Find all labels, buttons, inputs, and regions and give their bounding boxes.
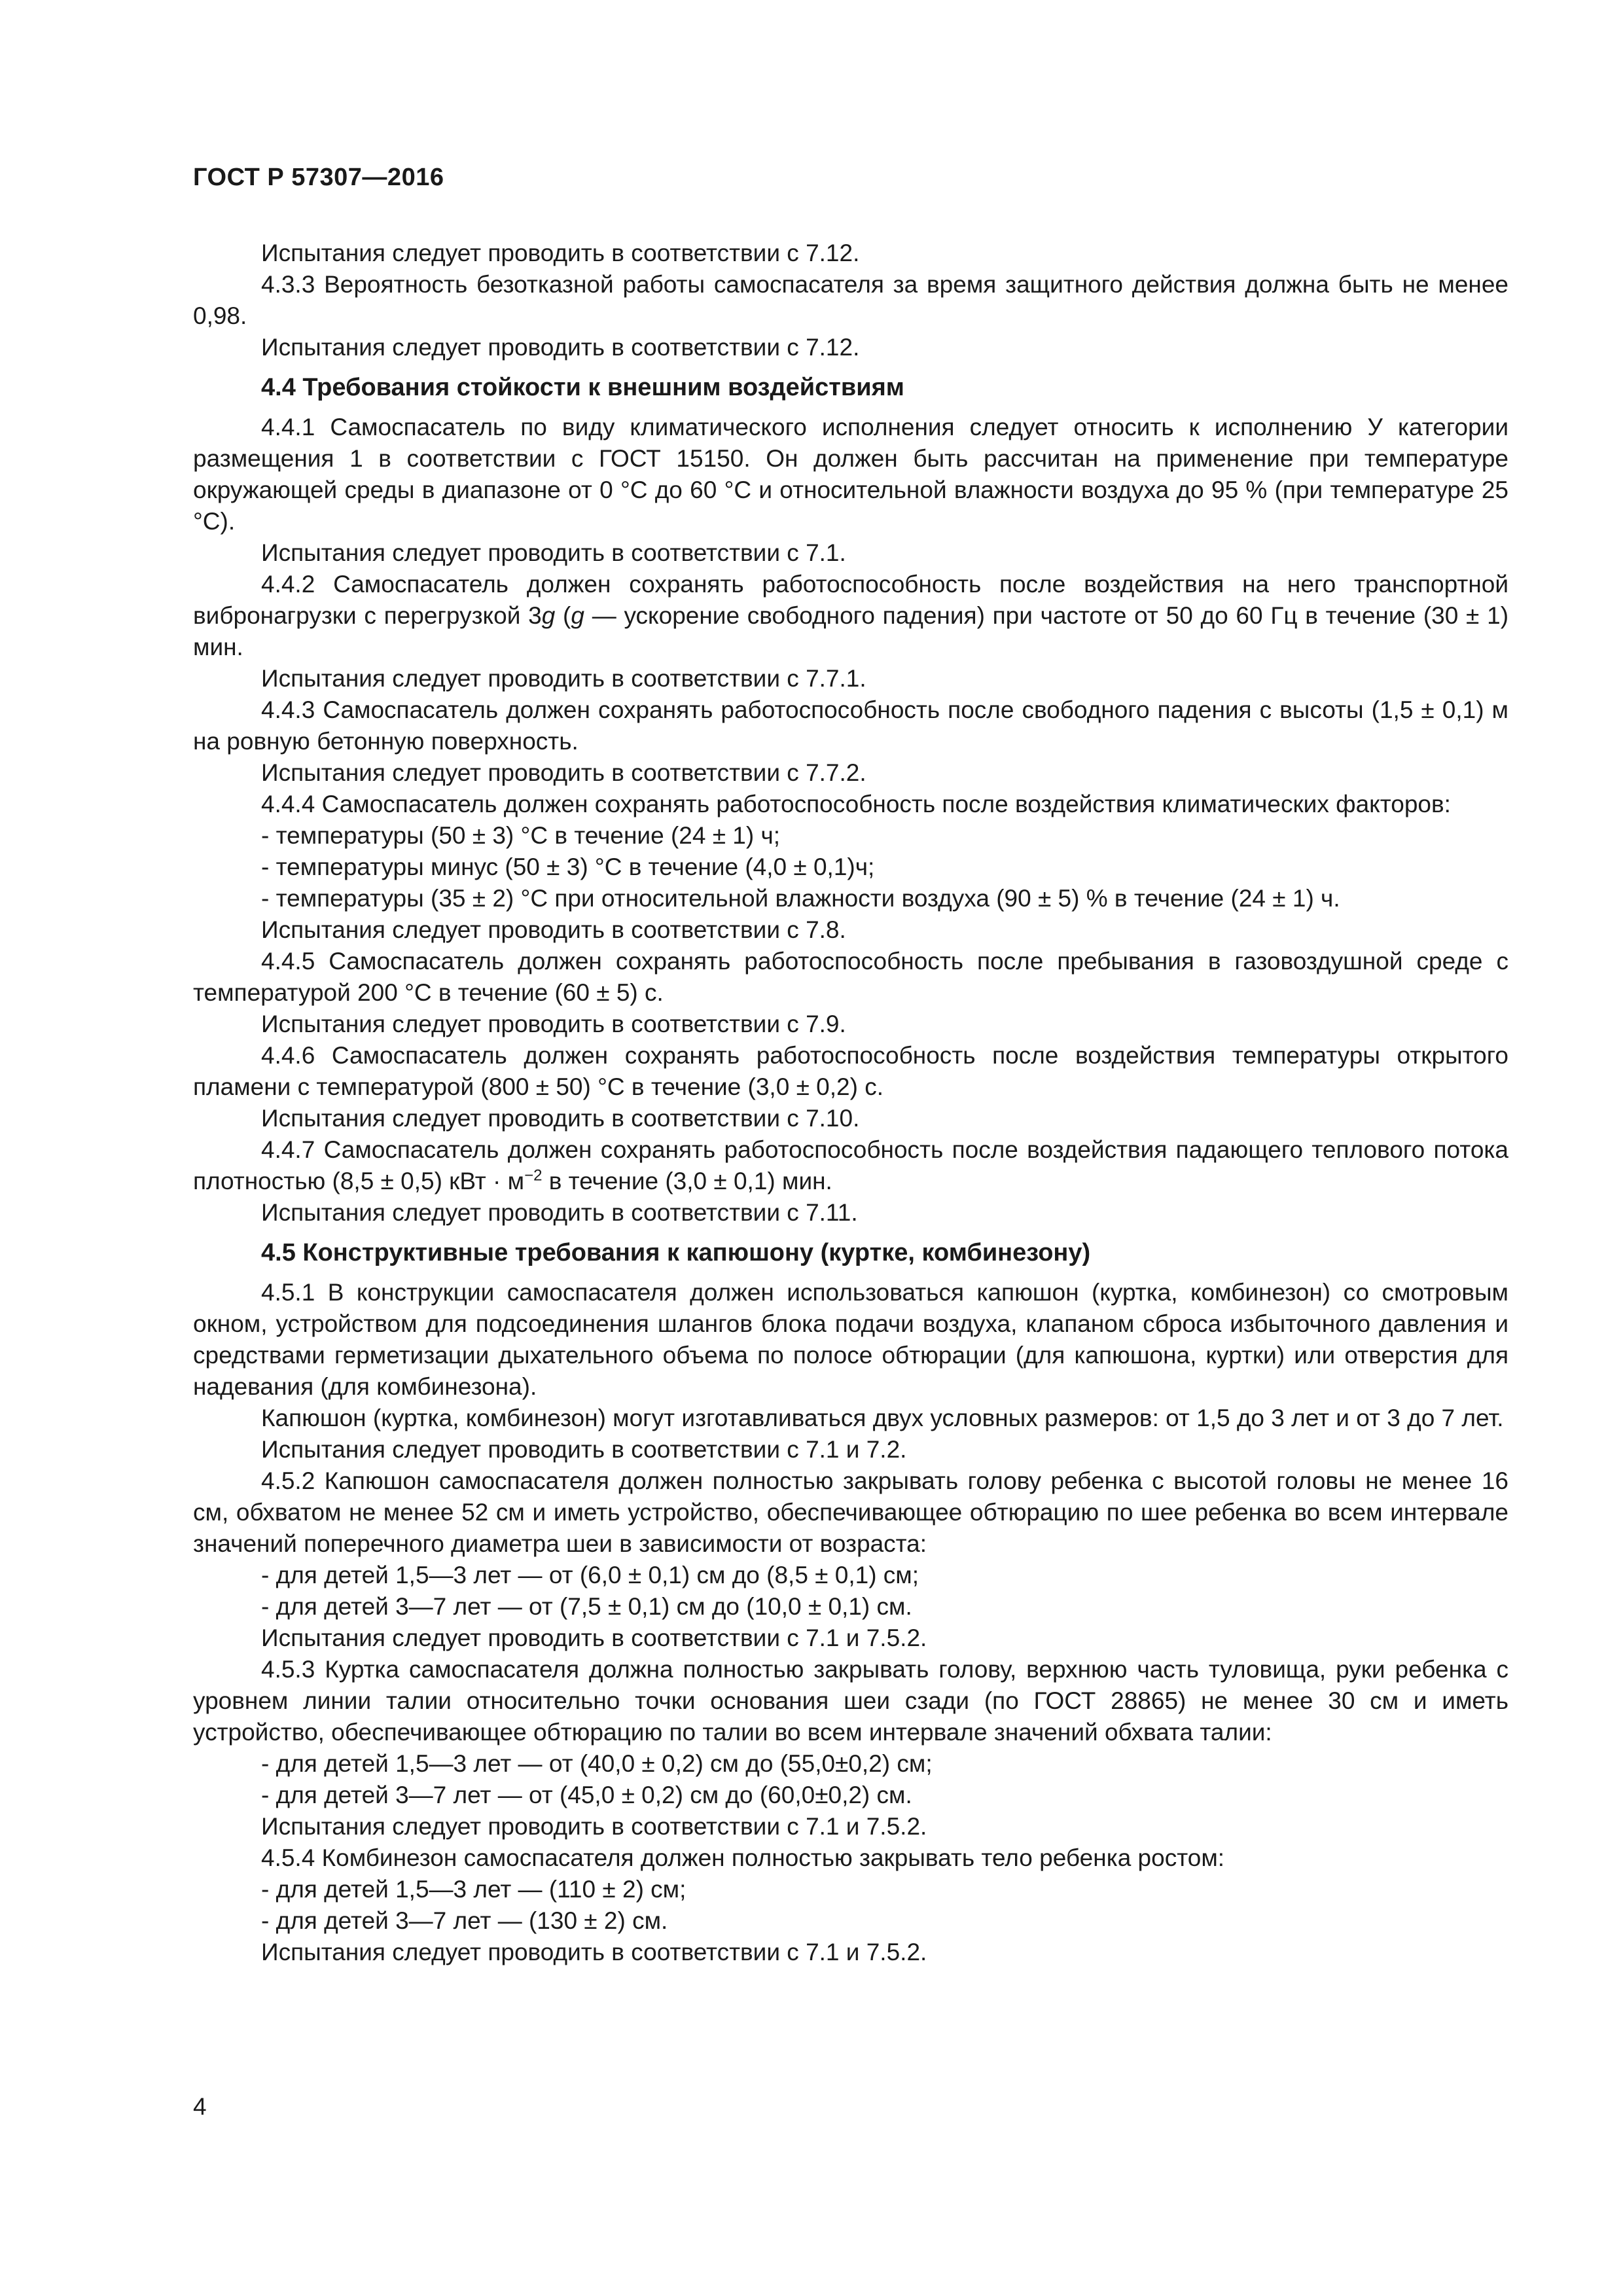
paragraph: Испытания следует проводить в соответствии с 7.1 и 7.5.2. (261, 1624, 927, 1651)
paragraph: Испытания следует проводить в соответствии с 7.11. (261, 1199, 858, 1226)
paragraph: 4.5.1 В конструкции самоспасателя должен использоваться капюшон (куртка, комбинезон) со смотровым окном, устройством для подсоединения шлангов блока подачи воздуха, клапаном сброса избыточного давления и средствами герметизации дыхательного объема по полосе обтюрации (для капюшона, куртки) или отверстия для надевания (для комбинезона). (193, 1279, 1508, 1400)
list-item: - для детей 3—7 лет — (130 ± 2) см. (261, 1907, 668, 1934)
list-item: - для детей 1,5—3 лет — (110 ± 2) см; (261, 1876, 687, 1903)
paragraph: 4.4.5 Самоспасатель должен сохранять работоспособность после пребывания в газовоздушной среде с температурой 200 °С в течение (60 ± 5) с. (193, 948, 1508, 1006)
paragraph: Испытания следует проводить в соответствии с 7.9. (261, 1011, 846, 1037)
list-item: - температуры (50 ± 3) °С в течение (24 ± 1) ч; (261, 822, 781, 849)
list-item: - температуры минус (50 ± 3) °С в течение (4,0 ± 0,1)ч; (261, 853, 875, 880)
paragraph: Капюшон (куртка, комбинезон) могут изготавливаться двух условных размеров: от 1,5 до 3 лет и от 3 до 7 лет. (261, 1405, 1504, 1431)
document-page (193, 164, 1508, 1968)
paragraph: Испытания следует проводить в соответствии с 7.10. (261, 1105, 860, 1132)
paragraph: Испытания следует проводить в соответствии с 7.8. (261, 916, 846, 943)
document-header: ГОСТ Р 57307—2016 (193, 164, 444, 191)
paragraph: 4.5.4 Комбинезон самоспасателя должен полностью закрывать тело ребенка ростом: (261, 1844, 1225, 1871)
list-item: - для детей 1,5—3 лет — от (6,0 ± 0,1) см до (8,5 ± 0,1) см; (261, 1562, 919, 1588)
paragraph: Испытания следует проводить в соответствии с 7.12. (261, 334, 860, 361)
page-number: 4 (193, 2093, 207, 2120)
paragraph: Испытания следует проводить в соответствии с 7.1. (261, 539, 846, 566)
paragraph: Испытания следует проводить в соответствии с 7.1 и 7.2. (261, 1436, 907, 1463)
paragraph: 4.4.4 Самоспасатель должен сохранять работоспособность после воздействия климатических факторов: (261, 791, 1451, 817)
paragraph: Испытания следует проводить в соответствии с 7.7.2. (261, 759, 866, 786)
paragraph: 4.4.7 Самоспасатель должен сохранять работоспособность после воздействия падающего теплового потока плотностью (8,5 ± 0,5) кВт · $м^{-2}$ в течение (3,0 ± 0,1) мин. (193, 1136, 1508, 1194)
paragraph: 4.3.3 Вероятность безотказной работы самоспасателя за время защитного действия должна быть не менее 0,98. (193, 271, 1508, 329)
list-item: - для детей 3—7 лет — от (7,5 ± 0,1) см до (10,0 ± 0,1) см. (261, 1593, 912, 1620)
paragraph: Испытания следует проводить в соответствии с 7.1 и 7.5.2. (261, 1939, 927, 1965)
list-item: - для детей 3—7 лет — от (45,0 ± 0,2) см до (60,0±0,2) см. (261, 1782, 912, 1808)
paragraph: Испытания следует проводить в соответствии с 7.7.1. (261, 665, 866, 692)
paragraph: 4.5.2 Капюшон самоспасателя должен полностью закрывать голову ребенка с высотой головы не менее 16 см, обхватом не менее 52 см и иметь устройство, обеспечивающее обтюрацию по шее ребенка во всем интервале значений поперечного диаметра шеи в зависимости от возраста: (193, 1467, 1508, 1557)
paragraph: 4.4.3 Самоспасатель должен сохранять работоспособность после свободного падения с высоты (1,5 ± 0,1) м на ровную бетонную поверхность. (193, 696, 1508, 755)
paragraph: 4.4.2 Самоспасатель должен сохранять работоспособность после воздействия на него транспортной вибронагрузки с перегрузкой 3g (g — ускорение свободного падения) при частоте от 50 до 60 Гц в течение (30 ± 1) мин. (193, 571, 1509, 660)
list-item: - температуры (35 ± 2) °С при относительной влажности воздуха (90 ± 5) % в течение (24 ± 1) ч. (261, 885, 1340, 912)
paragraph: Испытания следует проводить в соответствии с 7.1 и 7.5.2. (261, 1813, 927, 1840)
list-item: - для детей 1,5—3 лет — от (40,0 ± 0,2) см до (55,0±0,2) см; (261, 1750, 933, 1777)
paragraph: 4.4.1 Самоспасатель по виду климатического исполнения следует относить к исполнению У категории размещения 1 в соответствии с ГОСТ 15150. Он должен быть рассчитан на применение при температуре окружающей среды в диапазоне от 0 °С до 60 °С и относительной влажности воздуха до 95 % (при температуре 25 °С). (193, 414, 1508, 535)
paragraph: 4.4.6 Самоспасатель должен сохранять работоспособность после воздействия температуры открытого пламени с температурой (800 ± 50) °С в течение (3,0 ± 0,2) с. (193, 1042, 1508, 1100)
paragraph: Испытания следует проводить в соответствии с 7.12. (261, 240, 860, 266)
section-heading: 4.4 Требования стойкости к внешним воздействиям (261, 374, 904, 401)
section-heading: 4.5 Конструктивные требования к капюшону (куртке, комбинезону) (261, 1239, 1091, 1266)
paragraph: 4.5.3 Куртка самоспасателя должна полностью закрывать голову, верхнюю часть туловища, руки ребенка с уровнем линии талии относительно точки основания шеи сзади (по ГОСТ 28865) не менее 30 см и иметь устройство, обеспечивающее обтюрацию по талии во всем интервале значений обхвата талии: (193, 1656, 1508, 1746)
